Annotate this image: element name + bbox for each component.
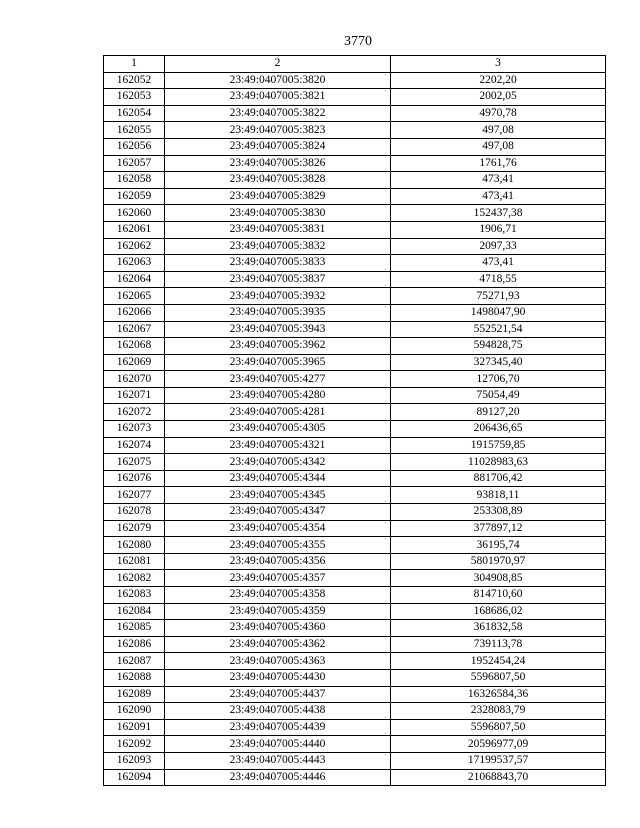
row-number-cell: 162078: [104, 504, 165, 521]
table-row: [104, 271, 606, 288]
table-row: [104, 504, 606, 521]
value-cell: 206436,65: [391, 421, 606, 438]
table-row: [104, 686, 606, 703]
cadastral-number-cell: 23:49:0407005:3965: [165, 354, 391, 371]
row-number-cell: 162087: [104, 653, 165, 670]
row-number-cell: 162056: [104, 138, 165, 155]
value-cell: 12706,70: [391, 371, 606, 388]
value-cell: 881706,42: [391, 470, 606, 487]
row-number-cell: 162092: [104, 736, 165, 753]
row-number-cell: 162089: [104, 686, 165, 703]
value-cell: 253308,89: [391, 504, 606, 521]
value-cell: 814710,60: [391, 587, 606, 604]
table-row: [104, 321, 606, 338]
value-cell: 552521,54: [391, 321, 606, 338]
value-cell: 5596807,50: [391, 669, 606, 686]
cadastral-number-cell: 23:49:0407005:4443: [165, 752, 391, 769]
cadastral-number-cell: 23:49:0407005:4356: [165, 553, 391, 570]
value-cell: 473,41: [391, 188, 606, 205]
table-body: [104, 72, 606, 786]
table-row: [104, 304, 606, 321]
row-number-cell: 162076: [104, 470, 165, 487]
row-number-cell: 162083: [104, 587, 165, 604]
value-cell: 11028983,63: [391, 454, 606, 471]
value-cell: 1952454,24: [391, 653, 606, 670]
cadastral-number-cell: 23:49:0407005:4430: [165, 669, 391, 686]
table-row: [104, 255, 606, 272]
cadastral-number-cell: 23:49:0407005:3823: [165, 122, 391, 139]
value-cell: 377897,12: [391, 520, 606, 537]
row-number-cell: 162090: [104, 703, 165, 720]
table-row: [104, 138, 606, 155]
value-cell: 89127,20: [391, 404, 606, 421]
row-number-cell: 162074: [104, 437, 165, 454]
cadastral-number-cell: 23:49:0407005:3820: [165, 72, 391, 89]
cadastral-number-cell: 23:49:0407005:4358: [165, 587, 391, 604]
cadastral-number-cell: 23:49:0407005:4277: [165, 371, 391, 388]
value-cell: 36195,74: [391, 537, 606, 554]
row-number-cell: 162072: [104, 404, 165, 421]
cadastral-number-cell: 23:49:0407005:4362: [165, 636, 391, 653]
cadastral-number-cell: 23:49:0407005:3829: [165, 188, 391, 205]
row-number-cell: 162075: [104, 454, 165, 471]
table-row: [104, 703, 606, 720]
row-number-cell: 162055: [104, 122, 165, 139]
table-row: [104, 122, 606, 139]
cadastral-number-cell: 23:49:0407005:3932: [165, 288, 391, 305]
row-number-cell: 162069: [104, 354, 165, 371]
cadastral-number-cell: 23:49:0407005:4437: [165, 686, 391, 703]
table-row: [104, 205, 606, 222]
cadastral-number-cell: 23:49:0407005:3832: [165, 238, 391, 255]
value-cell: 93818,11: [391, 487, 606, 504]
cadastral-number-cell: 23:49:0407005:3837: [165, 271, 391, 288]
table-row: [104, 89, 606, 106]
table-row: [104, 719, 606, 736]
cadastral-number-cell: 23:49:0407005:4363: [165, 653, 391, 670]
value-cell: 497,08: [391, 122, 606, 139]
row-number-cell: 162061: [104, 221, 165, 238]
table-row: [104, 570, 606, 587]
table-row: [104, 454, 606, 471]
table-row: [104, 752, 606, 769]
table-row: [104, 520, 606, 537]
cadastral-number-cell: 23:49:0407005:4345: [165, 487, 391, 504]
row-number-cell: 162086: [104, 636, 165, 653]
row-number-cell: 162073: [104, 421, 165, 438]
row-number-cell: 162094: [104, 769, 165, 786]
cadastral-number-cell: 23:49:0407005:3822: [165, 105, 391, 122]
cadastral-number-cell: 23:49:0407005:4438: [165, 703, 391, 720]
value-cell: 75271,93: [391, 288, 606, 305]
cadastral-number-cell: 23:49:0407005:3826: [165, 155, 391, 172]
value-cell: 5596807,50: [391, 719, 606, 736]
value-cell: 2328083,79: [391, 703, 606, 720]
row-number-cell: 162088: [104, 669, 165, 686]
value-cell: 473,41: [391, 172, 606, 189]
page-number: 3770: [344, 34, 372, 49]
value-cell: 4970,78: [391, 105, 606, 122]
row-number-cell: 162062: [104, 238, 165, 255]
cadastral-number-cell: 23:49:0407005:4440: [165, 736, 391, 753]
value-cell: 1915759,85: [391, 437, 606, 454]
value-cell: 497,08: [391, 138, 606, 155]
cadastral-number-cell: 23:49:0407005:4355: [165, 537, 391, 554]
row-number-cell: 162059: [104, 188, 165, 205]
value-cell: 594828,75: [391, 338, 606, 355]
value-cell: 5801970,97: [391, 553, 606, 570]
table-row: [104, 537, 606, 554]
row-number-cell: 162093: [104, 752, 165, 769]
table-row: [104, 553, 606, 570]
table-row: [104, 338, 606, 355]
table-row: [104, 669, 606, 686]
table-row: [104, 587, 606, 604]
row-number-cell: 162068: [104, 338, 165, 355]
cadastral-number-cell: 23:49:0407005:4321: [165, 437, 391, 454]
row-number-cell: 162070: [104, 371, 165, 388]
value-cell: 20596977,09: [391, 736, 606, 753]
table-row: [104, 437, 606, 454]
row-number-cell: 162082: [104, 570, 165, 587]
cadastral-number-cell: 23:49:0407005:4354: [165, 520, 391, 537]
data-table: [103, 55, 606, 786]
table-row: [104, 221, 606, 238]
value-cell: 21068843,70: [391, 769, 606, 786]
header-row: [104, 56, 606, 73]
row-number-cell: 162067: [104, 321, 165, 338]
row-number-cell: 162054: [104, 105, 165, 122]
value-cell: 473,41: [391, 255, 606, 272]
value-cell: 4718,55: [391, 271, 606, 288]
value-cell: 2097,33: [391, 238, 606, 255]
cadastral-number-cell: 23:49:0407005:4359: [165, 603, 391, 620]
table-header: [104, 56, 606, 73]
table-row: [104, 404, 606, 421]
row-number-cell: 162079: [104, 520, 165, 537]
cadastral-number-cell: 23:49:0407005:3828: [165, 172, 391, 189]
value-cell: 304908,85: [391, 570, 606, 587]
row-number-cell: 162066: [104, 304, 165, 321]
table-row: [104, 421, 606, 438]
cadastral-number-cell: 23:49:0407005:3831: [165, 221, 391, 238]
table-row: [104, 387, 606, 404]
cadastral-number-cell: 23:49:0407005:3962: [165, 338, 391, 355]
row-number-cell: 162060: [104, 205, 165, 222]
table-row: [104, 603, 606, 620]
value-cell: 16326584,36: [391, 686, 606, 703]
value-cell: 75054,49: [391, 387, 606, 404]
cadastral-number-cell: 23:49:0407005:3943: [165, 321, 391, 338]
table-row: [104, 371, 606, 388]
row-number-cell: 162071: [104, 387, 165, 404]
value-cell: 1498047,90: [391, 304, 606, 321]
table-row: [104, 172, 606, 189]
table-row: [104, 155, 606, 172]
cadastral-number-cell: 23:49:0407005:4347: [165, 504, 391, 521]
column-header-3: 3: [391, 56, 606, 73]
cadastral-number-cell: 23:49:0407005:3833: [165, 255, 391, 272]
table-row: [104, 636, 606, 653]
cadastral-number-cell: 23:49:0407005:4305: [165, 421, 391, 438]
cadastral-number-cell: 23:49:0407005:3824: [165, 138, 391, 155]
table-row: [104, 487, 606, 504]
table-row: [104, 470, 606, 487]
table-row: [104, 72, 606, 89]
table-row: [104, 769, 606, 786]
row-number-cell: 162052: [104, 72, 165, 89]
value-cell: 152437,38: [391, 205, 606, 222]
row-number-cell: 162085: [104, 620, 165, 637]
row-number-cell: 162058: [104, 172, 165, 189]
cadastral-number-cell: 23:49:0407005:4360: [165, 620, 391, 637]
value-cell: 1906,71: [391, 221, 606, 238]
value-cell: 1761,76: [391, 155, 606, 172]
value-cell: 739113,78: [391, 636, 606, 653]
row-number-cell: 162064: [104, 271, 165, 288]
value-cell: 327345,40: [391, 354, 606, 371]
cadastral-number-cell: 23:49:0407005:3821: [165, 89, 391, 106]
table-row: [104, 238, 606, 255]
cadastral-number-cell: 23:49:0407005:4439: [165, 719, 391, 736]
row-number-cell: 162081: [104, 553, 165, 570]
cadastral-number-cell: 23:49:0407005:4446: [165, 769, 391, 786]
table-row: [104, 653, 606, 670]
row-number-cell: 162057: [104, 155, 165, 172]
cadastral-number-cell: 23:49:0407005:3830: [165, 205, 391, 222]
row-number-cell: 162077: [104, 487, 165, 504]
column-header-1: 1: [104, 56, 165, 73]
table-row: [104, 105, 606, 122]
cadastral-number-cell: 23:49:0407005:3935: [165, 304, 391, 321]
table-row: [104, 354, 606, 371]
row-number-cell: 162080: [104, 537, 165, 554]
row-number-cell: 162053: [104, 89, 165, 106]
cadastral-number-cell: 23:49:0407005:4357: [165, 570, 391, 587]
row-number-cell: 162065: [104, 288, 165, 305]
cadastral-number-cell: 23:49:0407005:4344: [165, 470, 391, 487]
value-cell: 17199537,57: [391, 752, 606, 769]
value-cell: 2002,05: [391, 89, 606, 106]
value-cell: 361832,58: [391, 620, 606, 637]
value-cell: 2202,20: [391, 72, 606, 89]
cadastral-number-cell: 23:49:0407005:4280: [165, 387, 391, 404]
table-row: [104, 188, 606, 205]
cadastral-number-cell: 23:49:0407005:4281: [165, 404, 391, 421]
value-cell: 168686,02: [391, 603, 606, 620]
row-number-cell: 162091: [104, 719, 165, 736]
column-header-2: 2: [165, 56, 391, 73]
cadastral-number-cell: 23:49:0407005:4342: [165, 454, 391, 471]
table-row: [104, 736, 606, 753]
row-number-cell: 162084: [104, 603, 165, 620]
table-row: [104, 288, 606, 305]
row-number-cell: 162063: [104, 255, 165, 272]
table-row: [104, 620, 606, 637]
